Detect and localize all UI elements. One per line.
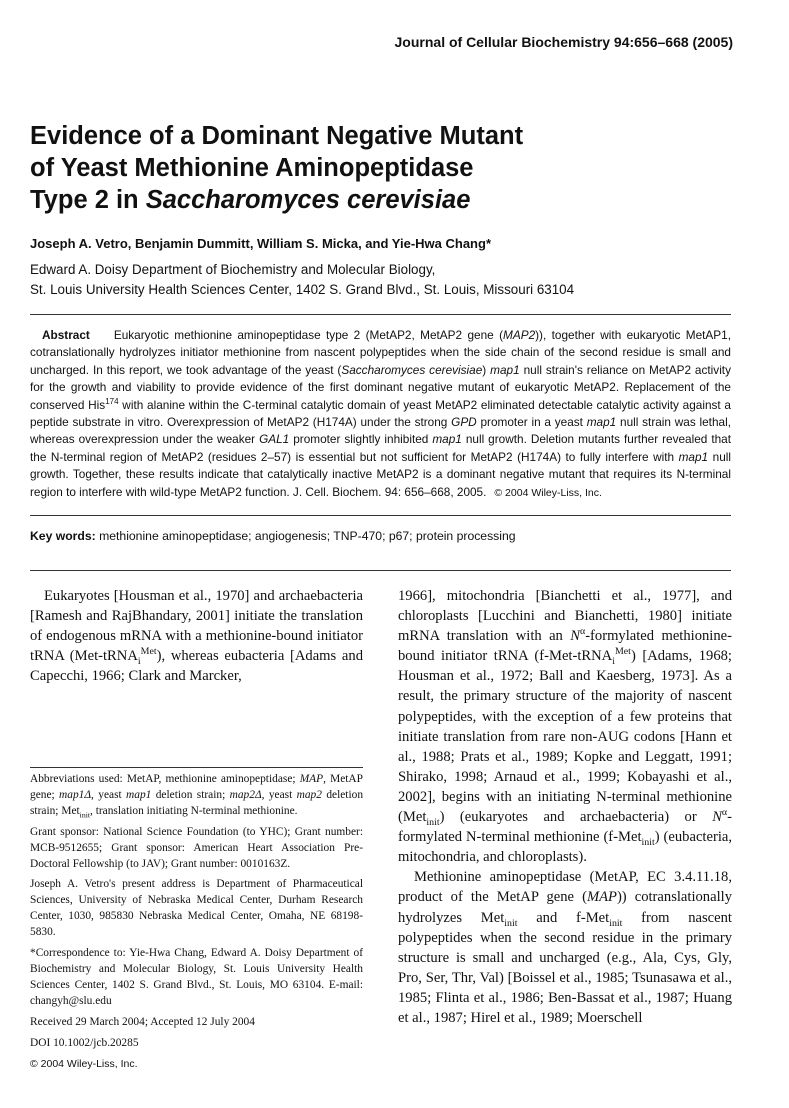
body-text: and f-Met xyxy=(517,909,610,926)
superscript: α xyxy=(721,807,728,819)
body-text: 1966], mitochondria [Bianchetti et al., 1977], and chloroplasts [Lucchini and Bianchetti, 1980] initiate mRNA translation with an xyxy=(398,588,732,645)
abstract-superscript: 174 xyxy=(105,396,119,406)
body-text: from nascent polypeptides when the second residue in the primary structure is small and uncharged (e.g., Ala, Cys, Gly, Pro, Ser, Thr, Val) [Boissel et al., 1985; Tsunasawa et al., 1985; Flinta et al., 1986; Ben-Bassat et al., 1987; Huang et al., 1987; Hirel et al., 1989; Moerschell xyxy=(398,909,732,1026)
keywords xyxy=(30,529,516,543)
footnote-text: , yeast xyxy=(91,788,127,801)
body-text: ) (eukaryotes and archaebacteria) or xyxy=(439,809,713,826)
footnote-grant: Grant sponsor: National Science Foundation (to YHC); Grant number: MCB-9512655; Grant sponsor: American Heart Association Pre-Doctoral Fellowship (to JAV); Grant number: 0010163Z. xyxy=(30,825,363,870)
footnote-address: Joseph A. Vetro's present address is Department of Pharmaceutical Sciences, University of Nebraska Medical Center, Durham Research Center, 1030, 985830 Nebraska Medical Center, Omaha, NE 68198-5830. xyxy=(30,878,363,939)
body-text: ), whereas eubacteria [Adams and Capecchi, 1966; Clark and Marcker, xyxy=(30,648,363,685)
footnote-italic: map2 xyxy=(296,788,322,801)
abstract-text: promoter in a yeast xyxy=(476,415,587,430)
divider-abstract xyxy=(30,515,731,516)
abstract-italic: MAP2 xyxy=(503,328,536,342)
footnote-italic: map1Δ xyxy=(59,788,92,801)
superscript: Met xyxy=(140,646,157,658)
body-text: )) cotranslationally hydrolyzes Met xyxy=(398,889,732,926)
body-paragraph xyxy=(398,867,732,1028)
body-text: ) [Adams, 1968; Housman et al., 1972; Ball and Kaesberg, 1973]. As a result, the primary structure of the majority of nascent polypeptides, with the exception of a few proteins that initiate translation from rare non-AUG codons [Hann et al., 1988; Prats et al., 1989; Kopke and Leggatt, 1991; Shirako, 1998; Arnaud et al., 1999; Kobayashi et al., 2002], begins with an initiating N-terminal methionine (Met xyxy=(398,648,732,826)
subscript: init xyxy=(641,837,655,849)
subscript: i xyxy=(612,656,615,668)
body-text: Methionine aminopeptidase (MetAP, EC 3.4.11.18, product of the MetAP gene ( xyxy=(398,869,732,906)
body-italic: MAP xyxy=(586,889,617,906)
subscript: init xyxy=(426,816,440,828)
footnote-correspondence: *Correspondence to: Yie-Hwa Chang, Edward A. Doisy Department of Biochemistry and Molecular Biology, St. Louis University Health Sciences Center, 1402 S. Grand Blvd., St. Louis, MO 63104. E-mail: changyh@slu.edu xyxy=(30,947,363,1007)
footnote-text: deletion strain; Met xyxy=(30,788,364,817)
footnote-text: , yeast xyxy=(261,788,297,801)
body-paragraph xyxy=(398,586,732,867)
footnote-italic: map2Δ xyxy=(229,788,262,801)
abstract-text: null growth. Together, these results indicate that catalytically inactive MetAP2 is a dominant negative mutant that requires its N-terminal region to interfere with wild-type MetAP2 function. J. Cell. Biochem. 94: 656–668, 2005. xyxy=(30,449,731,499)
footnote-italic: map1 xyxy=(126,788,152,801)
keywords-label: Key words: xyxy=(30,529,96,543)
abstract-text: Eukaryotic methionine aminopeptidase type 2 (MetAP2, MetAP2 gene ( xyxy=(113,328,503,342)
body-text: -formylated N-terminal methionine (f-Met xyxy=(398,809,732,846)
footnote-copyright: © 2004 Wiley-Liss, Inc. xyxy=(30,1057,138,1070)
abstract-text: with alanine within the C-terminal catalytic domain of yeast MetAP2 eliminated detectable catalytic activity against a peptide substrate in vitro. Overexpression of MetAP2 (H174A) under the strong xyxy=(30,397,731,430)
subscript: init xyxy=(504,917,518,929)
abstract-text: ) xyxy=(482,362,491,377)
body-text: Eukaryotes [Housman et al., 1970] and archaebacteria [Ramesh and RajBhandary, 2001] initiate the translation of endogenous mRNA with a methionine-bound initiator tRNA (Met-tRNA xyxy=(30,588,363,665)
subscript: init xyxy=(79,810,91,820)
footnote-italic: MAP xyxy=(299,773,324,785)
abstract-copyright: © 2004 Wiley-Liss, Inc. xyxy=(494,486,602,499)
footnote-text: , translation initiating N-terminal methionine. xyxy=(90,804,298,817)
paper-title xyxy=(30,120,730,216)
footnote-doi: DOI 10.1002/jcb.20285 xyxy=(30,1036,139,1049)
footnote-text: deletion strain; xyxy=(151,788,230,801)
body-text: ) (eubacteria, mitochondria, and chloroplasts). xyxy=(398,829,732,866)
footnote-text: Abbreviations used: MetAP, methionine aminopeptidase; xyxy=(30,773,300,785)
body-right-column xyxy=(398,586,732,1028)
abstract-italic: map1 xyxy=(678,449,709,464)
keywords-text: methionine aminopeptidase; angiogenesis; TNP-470; p67; protein processing xyxy=(99,529,516,543)
footnote-received: Received 29 March 2004; Accepted 12 July 2004 xyxy=(30,1015,255,1028)
body-paragraph xyxy=(30,586,363,686)
abstract-text: null strain's reliance on MetAP2 activity for the growth and viability to provide evidence of the first dominant negative mutant of eukaryotic MetAP2. Replacement of the conserved His xyxy=(30,362,731,412)
subscript: init xyxy=(609,917,623,929)
affiliation xyxy=(30,260,770,300)
affiliation-line-2: St. Louis University Health Sciences Center, 1402 S. Grand Blvd., St. Louis, Missouri 63104 xyxy=(30,282,575,297)
superscript: Met xyxy=(614,646,631,658)
footnote-text: , MetAP gene; xyxy=(30,773,363,801)
abstract-text: null strain was lethal, whereas overexpression under the weaker xyxy=(30,415,731,447)
abstract-italic: map1 xyxy=(432,432,462,447)
journal-citation: Journal of Cellular Biochemistry 94:656–668 (2005) xyxy=(394,34,733,50)
affiliation-line-1: Edward A. Doisy Department of Biochemistry and Molecular Biology, xyxy=(30,262,436,277)
body-italic: N xyxy=(570,628,580,645)
footnotes xyxy=(30,772,363,1072)
title-species: Saccharomyces cerevisiae xyxy=(145,186,471,214)
footnote-divider xyxy=(30,767,363,768)
body-italic: N xyxy=(712,809,722,826)
title-line-1: Evidence of a Dominant Negative Mutant xyxy=(30,122,524,150)
abstract-text: )), together with eukaryotic MetAP1, cotranslationally hydrolyzes initiator methionine from nascent polypeptides when the side chain of the second residue is small and uncharged. In this report, we took advantage of the yeast ( xyxy=(30,328,731,377)
divider-top xyxy=(30,314,731,315)
abstract-text: null growth. Deletion mutants further revealed that the N-terminal region of MetAP2 (residues 2–57) is essential but not sufficient for MetAP2 (H174A) to fully interfere with xyxy=(30,432,731,464)
abstract-label: Abstract xyxy=(42,328,90,342)
abstract-italic: GAL1 xyxy=(259,432,290,447)
superscript: α xyxy=(579,626,586,638)
subscript: i xyxy=(137,656,141,668)
body-left-column xyxy=(30,586,363,686)
abstract-italic: map1 xyxy=(586,415,617,430)
abstract-italic: GPD xyxy=(451,415,477,430)
abstract xyxy=(30,327,731,502)
footnote-abbreviations xyxy=(30,772,363,820)
title-line-2: of Yeast Methionine Aminopeptidase xyxy=(30,154,474,182)
title-line-3: Type 2 in xyxy=(30,186,146,214)
author-list: Joseph A. Vetro, Benjamin Dummitt, William S. Micka, and Yie-Hwa Chang* xyxy=(30,236,491,251)
abstract-italic: Saccharomyces cerevisiae xyxy=(341,362,483,377)
abstract-italic: map1 xyxy=(490,362,520,377)
body-text: -formylated methionine-bound initiator tRNA (f-Met-tRNA xyxy=(398,628,732,665)
abstract-text: promoter slightly inhibited xyxy=(289,432,433,447)
divider-body xyxy=(30,570,731,571)
